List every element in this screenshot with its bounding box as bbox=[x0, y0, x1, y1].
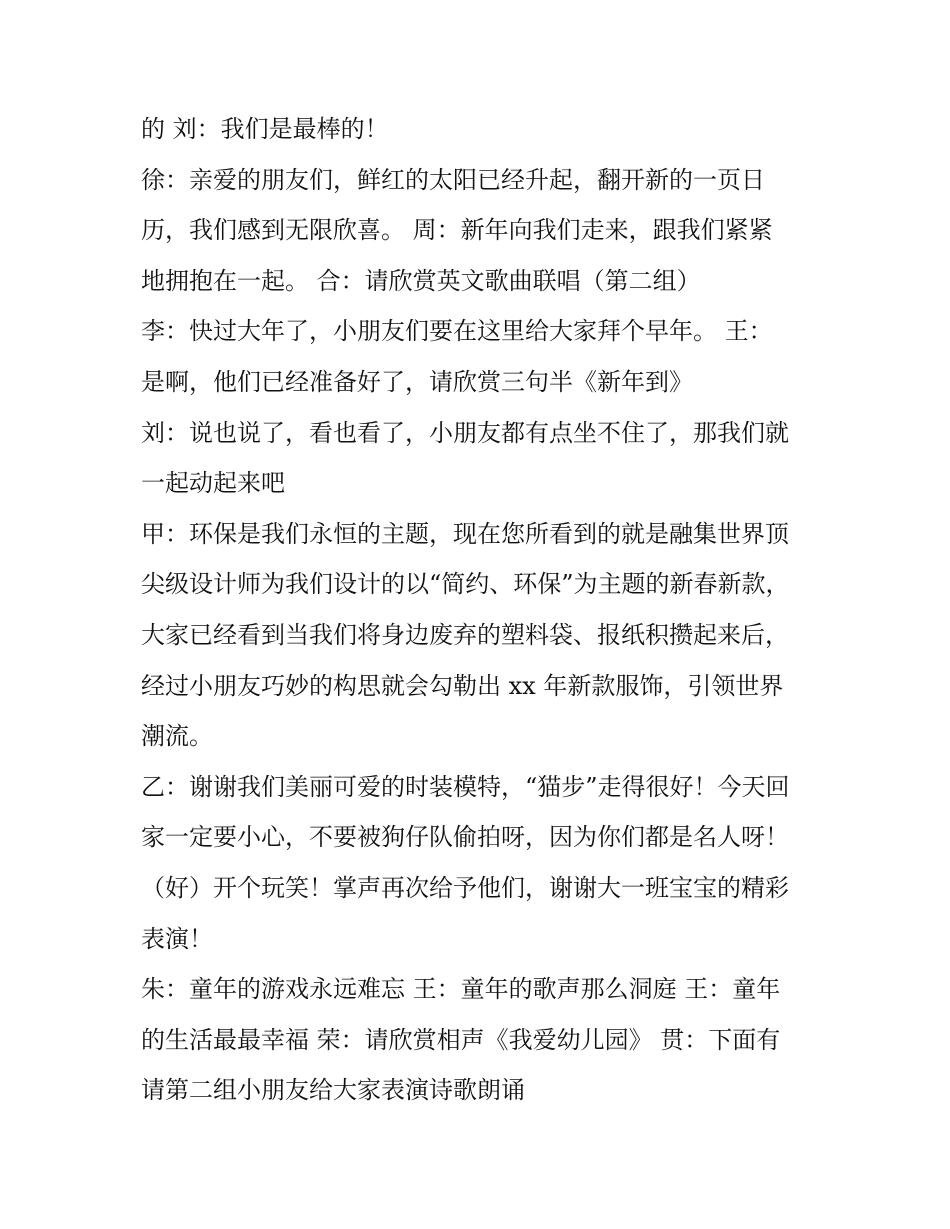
text-line: 请第二组小朋友给大家表演诗歌朗诵 bbox=[141, 1076, 525, 1105]
text-line: 是啊，他们已经准备好了，请欣赏三句半《新年到》 bbox=[141, 367, 693, 396]
text-line: 表演！ bbox=[141, 924, 213, 953]
text-line: 刘：说也说了，看也看了，小朋友都有点坐不住了，那我们就 bbox=[141, 418, 789, 447]
text-line: 家一定要小心，不要被狗仔队偷拍呀，因为你们都是名人呀！ bbox=[141, 823, 789, 852]
text-line: （好）开个玩笑！掌声再次给予他们，谢谢大一班宝宝的精彩 bbox=[141, 873, 789, 902]
text-line: 李：快过大年了，小朋友们要在这里给大家拜个早年。 王： bbox=[141, 317, 773, 346]
text-line: 大家已经看到当我们将身边废弃的塑料袋、报纸积攒起来后， bbox=[141, 620, 789, 649]
text-line: 一起动起来吧 bbox=[141, 469, 285, 498]
text-line: 乙：谢谢我们美丽可爱的时装模特，“猫步”走得很好！今天回 bbox=[141, 772, 790, 801]
text-line: 朱：童年的游戏永远难忘 王：童年的歌声那么洞庭 王：童年 bbox=[141, 975, 781, 1004]
text-line: 尖级设计师为我们设计的以“简约、环保”为主题的新春新款， bbox=[141, 570, 790, 599]
text-line: 的 刘：我们是最棒的！ bbox=[141, 115, 389, 143]
text-line: 历，我们感到无限欣喜。 周：新年向我们走来，跟我们紧紧 bbox=[141, 216, 773, 245]
document-body bbox=[141, 104, 821, 1116]
text-line: 经过小朋友巧妙的构思就会勾勒出 xx 年新款服饰，引领世界 bbox=[141, 671, 784, 700]
text-line: 甲：环保是我们永恒的主题，现在您所看到的就是融集世界顶 bbox=[141, 519, 789, 548]
text-line: 地拥抱在一起。 合：请欣赏英文歌曲联唱（第二组） bbox=[141, 266, 701, 295]
text-line: 潮流。 bbox=[141, 722, 213, 751]
text-line: 的生活最最幸福 荣：请欣赏相声《我爱幼儿园》 贯：下面有 bbox=[141, 1025, 781, 1054]
text-line: 徐：亲爱的朋友们，鲜红的太阳已经升起，翻开新的一页日 bbox=[141, 165, 765, 194]
